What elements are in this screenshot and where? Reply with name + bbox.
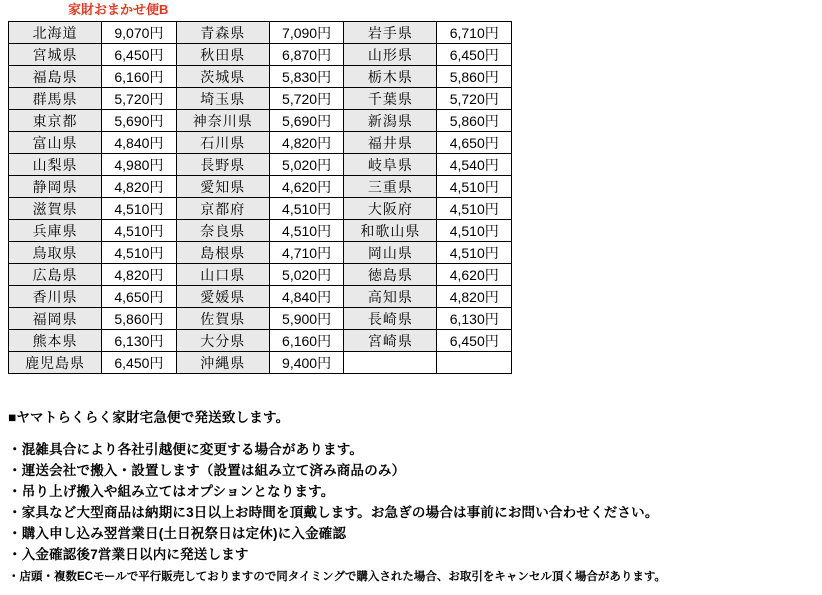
prefecture-cell: 徳島県 xyxy=(344,264,437,286)
table-row xyxy=(9,286,512,308)
notes-small-print: ・店頭・複数ECモールで平行販売しておりますので同タイミングで購入された場合、お取引をキャンセル頂く場合があります。 xyxy=(8,571,666,583)
prefecture-cell: 宮城県 xyxy=(9,44,102,66)
price-cell: 4,820円 xyxy=(102,264,177,286)
prefecture-cell: 山口県 xyxy=(176,264,269,286)
price-cell: 4,510円 xyxy=(102,198,177,220)
prefecture-cell: 茨城県 xyxy=(176,66,269,88)
price-cell: 5,860円 xyxy=(437,110,512,132)
price-cell: 9,070円 xyxy=(102,22,177,44)
prefecture-cell: 三重県 xyxy=(344,176,437,198)
table-row xyxy=(9,132,512,154)
table-row xyxy=(9,110,512,132)
price-cell: 6,130円 xyxy=(437,308,512,330)
prefecture-cell: 千葉県 xyxy=(344,88,437,110)
price-cell: 4,510円 xyxy=(437,220,512,242)
price-cell: 5,020円 xyxy=(269,154,344,176)
prefecture-cell: 島根県 xyxy=(176,242,269,264)
price-cell: 4,620円 xyxy=(269,176,344,198)
prefecture-cell: 和歌山県 xyxy=(344,220,437,242)
table-row xyxy=(9,88,512,110)
price-cell: 6,450円 xyxy=(437,44,512,66)
price-cell: 5,900円 xyxy=(269,308,344,330)
price-cell: 4,620円 xyxy=(437,264,512,286)
prefecture-cell: 京都府 xyxy=(176,198,269,220)
price-cell: 6,160円 xyxy=(269,330,344,352)
prefecture-cell: 滋賀県 xyxy=(9,198,102,220)
prefecture-cell: 長崎県 xyxy=(344,308,437,330)
prefecture-cell: 神奈川県 xyxy=(176,110,269,132)
table-row xyxy=(9,154,512,176)
price-cell: 6,160円 xyxy=(102,66,177,88)
notes-lines xyxy=(8,439,822,565)
price-cell: 4,840円 xyxy=(102,132,177,154)
price-cell: 5,720円 xyxy=(437,88,512,110)
prefecture-cell: 鳥取県 xyxy=(9,242,102,264)
prefecture-cell: 福岡県 xyxy=(9,308,102,330)
prefecture-cell: 宮崎県 xyxy=(344,330,437,352)
prefecture-cell: 群馬県 xyxy=(9,88,102,110)
table-row xyxy=(9,44,512,66)
prefecture-cell: 香川県 xyxy=(9,286,102,308)
prefecture-cell: 新潟県 xyxy=(344,110,437,132)
price-cell: 6,450円 xyxy=(102,44,177,66)
table-row xyxy=(9,352,512,374)
prefecture-cell: 大阪府 xyxy=(344,198,437,220)
note-line: ・運送会社で搬入・設置します（設置は組み立て済み商品のみ） xyxy=(8,463,406,478)
prefecture-cell: 長野県 xyxy=(176,154,269,176)
price-cell: 7,090円 xyxy=(269,22,344,44)
prefecture-cell: 静岡県 xyxy=(9,176,102,198)
table-row xyxy=(9,264,512,286)
price-cell: 6,450円 xyxy=(437,330,512,352)
prefecture-cell: 奈良県 xyxy=(176,220,269,242)
prefecture-cell: 佐賀県 xyxy=(176,308,269,330)
prefecture-cell: 北海道 xyxy=(9,22,102,44)
table-row xyxy=(9,22,512,44)
prefecture-cell: 岡山県 xyxy=(344,242,437,264)
note-line: ・吊り上げ搬入や組み立てはオプションとなります。 xyxy=(8,484,335,499)
table-row xyxy=(9,176,512,198)
notes-section xyxy=(8,408,822,587)
price-cell: 4,540円 xyxy=(437,154,512,176)
prefecture-cell: 秋田県 xyxy=(176,44,269,66)
shipping-fee-table xyxy=(8,21,512,374)
table-row xyxy=(9,308,512,330)
table-row xyxy=(9,198,512,220)
prefecture-cell: 山形県 xyxy=(344,44,437,66)
prefecture-cell: 福島県 xyxy=(9,66,102,88)
prefecture-cell: 岩手県 xyxy=(344,22,437,44)
price-cell: 6,870円 xyxy=(269,44,344,66)
prefecture-cell: 大分県 xyxy=(176,330,269,352)
price-cell: 4,820円 xyxy=(102,176,177,198)
price-cell: 6,130円 xyxy=(102,330,177,352)
price-cell: 6,450円 xyxy=(102,352,177,374)
price-cell: 5,690円 xyxy=(269,110,344,132)
price-cell: 5,860円 xyxy=(437,66,512,88)
prefecture-cell: 岐阜県 xyxy=(344,154,437,176)
table-row xyxy=(9,220,512,242)
table-row xyxy=(9,330,512,352)
price-cell: 4,510円 xyxy=(437,242,512,264)
note-line: ・混雑具合により各社引越便に変更する場合があります。 xyxy=(8,442,364,457)
prefecture-cell: 兵庫県 xyxy=(9,220,102,242)
prefecture-cell: 高知県 xyxy=(344,286,437,308)
prefecture-cell: 鹿児島県 xyxy=(9,352,102,374)
prefecture-cell: 埼玉県 xyxy=(176,88,269,110)
price-cell: 4,650円 xyxy=(102,286,177,308)
price-cell: 4,840円 xyxy=(269,286,344,308)
prefecture-cell: 富山県 xyxy=(9,132,102,154)
prefecture-cell: 広島県 xyxy=(9,264,102,286)
price-cell: 5,720円 xyxy=(269,88,344,110)
price-cell: 6,710円 xyxy=(437,22,512,44)
price-cell: 4,820円 xyxy=(437,286,512,308)
prefecture-cell: 東京都 xyxy=(9,110,102,132)
prefecture-cell: 福井県 xyxy=(344,132,437,154)
price-cell: 4,710円 xyxy=(269,242,344,264)
table-body xyxy=(9,22,512,374)
price-cell: 5,020円 xyxy=(269,264,344,286)
price-cell: 4,510円 xyxy=(269,220,344,242)
note-line: ・家具など大型商品は納期に3日以上お時間を頂戴します。お急ぎの場合は事前にお問い合わせください。 xyxy=(8,505,659,520)
table-cell-empty xyxy=(344,352,437,374)
table-row xyxy=(9,242,512,264)
prefecture-cell: 愛媛県 xyxy=(176,286,269,308)
price-cell: 4,510円 xyxy=(269,198,344,220)
page-title: 家財おまかせ便B xyxy=(68,2,169,17)
prefecture-cell: 栃木県 xyxy=(344,66,437,88)
price-cell: 9,400円 xyxy=(269,352,344,374)
price-cell: 5,690円 xyxy=(102,110,177,132)
prefecture-cell: 愛知県 xyxy=(176,176,269,198)
price-cell: 4,980円 xyxy=(102,154,177,176)
price-cell: 5,720円 xyxy=(102,88,177,110)
prefecture-cell: 石川県 xyxy=(176,132,269,154)
price-cell: 4,820円 xyxy=(269,132,344,154)
prefecture-cell: 青森県 xyxy=(176,22,269,44)
price-cell: 5,860円 xyxy=(102,308,177,330)
price-cell: 4,650円 xyxy=(437,132,512,154)
notes-heading: ■ヤマトらくらく家財宅急便で発送致します。 xyxy=(8,410,290,425)
price-cell: 4,510円 xyxy=(437,198,512,220)
prefecture-cell: 山梨県 xyxy=(9,154,102,176)
table-cell-empty xyxy=(437,352,512,374)
note-line: ・購入申し込み翌営業日(土日祝祭日は定休)に入金確認 xyxy=(8,526,347,541)
prefecture-cell: 熊本県 xyxy=(9,330,102,352)
prefecture-cell: 沖縄県 xyxy=(176,352,269,374)
note-line: ・入金確認後7営業日以内に発送します xyxy=(8,547,249,562)
price-cell: 5,830円 xyxy=(269,66,344,88)
price-cell: 4,510円 xyxy=(102,220,177,242)
price-cell: 4,510円 xyxy=(437,176,512,198)
price-cell: 4,510円 xyxy=(102,242,177,264)
table-row xyxy=(9,66,512,88)
